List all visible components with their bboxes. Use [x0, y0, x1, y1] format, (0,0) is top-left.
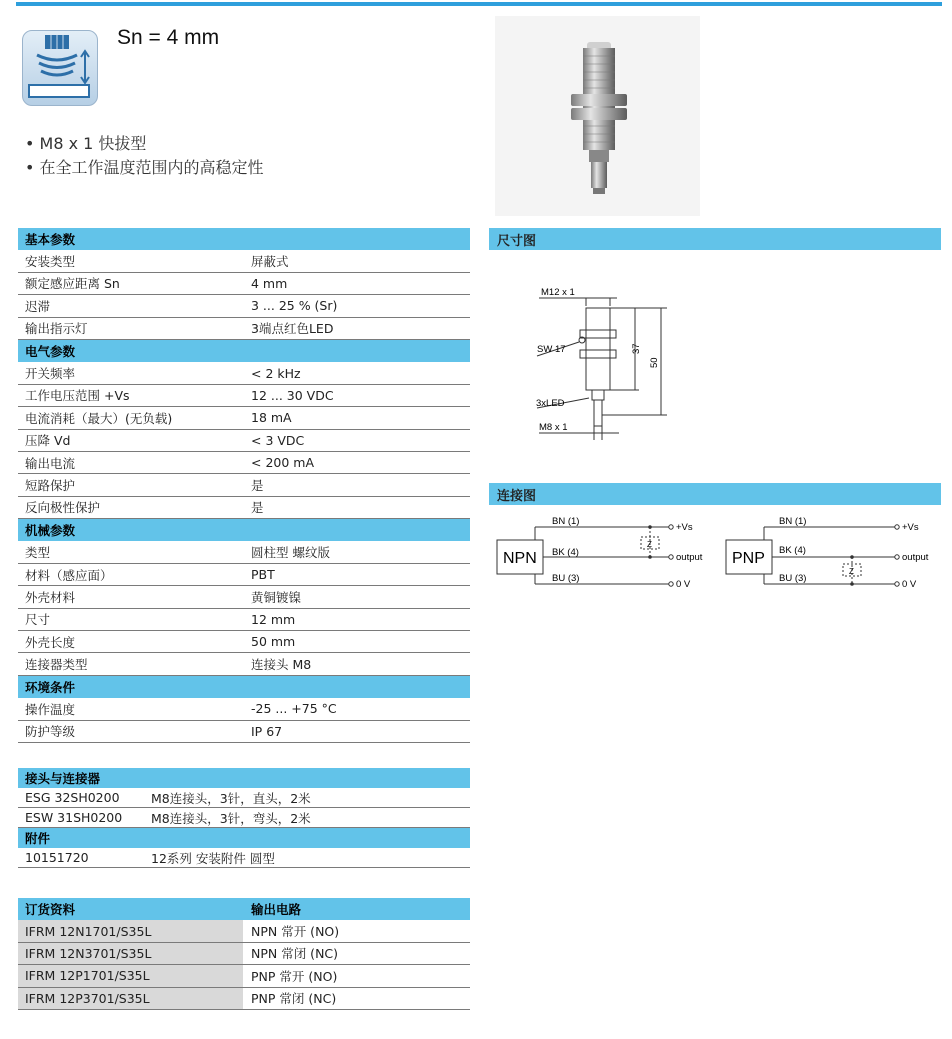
- table-row: [18, 564, 470, 586]
- row-label: 尺寸: [25, 612, 51, 628]
- pnp-0v-label: 0 V: [902, 579, 917, 590]
- table-row: [18, 273, 470, 295]
- section-header: [18, 768, 470, 788]
- pnp-label: PNP: [732, 550, 765, 567]
- table-row: [18, 788, 470, 808]
- row-value: M8连接头，3针，弯头，2米: [151, 810, 311, 826]
- table-row: [18, 497, 470, 519]
- row-value: M8连接头，3针，直头，2米: [151, 790, 311, 806]
- npn-0v-label: 0 V: [676, 579, 691, 590]
- row-label: 安装类型: [25, 254, 76, 270]
- order-table: [18, 898, 470, 1010]
- table-row: [18, 586, 470, 608]
- row-value: IP 67: [251, 723, 283, 739]
- section-title: 基本参数: [25, 232, 76, 248]
- dimension-header: 尺寸图: [489, 228, 941, 250]
- feature-item: • M8 x 1 快拔型: [25, 132, 264, 156]
- table-row: [18, 631, 470, 653]
- table-row: [18, 250, 470, 272]
- row-label: 短路保护: [25, 477, 76, 493]
- proximity-sensor-icon: [22, 30, 98, 106]
- output-circuit: NPN 常开 (NO): [251, 924, 340, 940]
- table-row: [18, 653, 470, 675]
- section-header: [18, 340, 470, 362]
- order-code: IFRM 12N3701/S35L: [18, 943, 243, 964]
- pnp-bk-label: BK (4): [779, 545, 806, 556]
- order-row: [18, 920, 470, 942]
- wiring-header: 连接图: [489, 483, 941, 505]
- row-label: 工作电压范围 +Vs: [25, 388, 130, 404]
- section-title: 环境条件: [25, 680, 76, 695]
- table-row: [18, 452, 470, 474]
- table-row: [18, 430, 470, 452]
- table-row: [18, 318, 470, 340]
- pnp-vs-label: +Vs: [902, 522, 919, 533]
- row-label: 反向极性保护: [25, 500, 101, 516]
- spec-table: [18, 228, 470, 743]
- section-title: 附件: [25, 831, 51, 846]
- pnp-output-label: output: [902, 552, 929, 563]
- npn-load-label: Z: [647, 540, 652, 549]
- pnp-bn-label: BN (1): [779, 516, 807, 527]
- table-row: [18, 721, 470, 743]
- row-label: 外壳长度: [25, 634, 76, 650]
- pnp-bu-label: BU (3): [779, 573, 807, 584]
- table-row: [18, 474, 470, 496]
- row-value: 12 ... 30 VDC: [251, 387, 334, 403]
- row-value: 3 ... 25 % (Sr): [251, 298, 338, 314]
- dim-37-label: 37: [631, 343, 642, 354]
- connector-thread-label: M8 x 1: [539, 422, 568, 433]
- output-circuit: NPN 常闭 (NC): [251, 946, 339, 962]
- table-row: [18, 407, 470, 429]
- order-code: IFRM 12P3701/S35L: [18, 988, 243, 1009]
- npn-label: NPN: [503, 550, 537, 567]
- section-title: 电气参数: [25, 344, 76, 360]
- order-row: [18, 943, 470, 965]
- row-value: 50 mm: [251, 634, 296, 650]
- table-row: [18, 541, 470, 563]
- section-header: [18, 676, 470, 698]
- row-value: 连接头 M8: [251, 657, 312, 673]
- section-header: [18, 519, 470, 541]
- row-label: 连接器类型: [25, 657, 88, 673]
- sensing-distance-title: Sn = 4 mm: [117, 26, 220, 49]
- row-label: 迟滞: [25, 298, 51, 314]
- row-value: -25 ... +75 °C: [251, 701, 337, 717]
- row-value: 黄铜镀镍: [251, 589, 302, 605]
- dim-50-label: 50: [649, 357, 660, 368]
- table-row: [18, 698, 470, 720]
- row-label: 额定感应距离 Sn: [25, 276, 120, 292]
- row-value: < 200 mA: [251, 455, 315, 471]
- led-label: 3xLED: [536, 398, 565, 409]
- row-label: ESG 32SH0200: [25, 790, 120, 805]
- row-label: 开关频率: [25, 366, 76, 382]
- npn-bk-label: BK (4): [552, 547, 579, 558]
- row-value: 12系列 安装附件 圆型: [151, 850, 275, 866]
- row-label: 输出电流: [25, 455, 76, 471]
- row-label: 防护等级: [25, 724, 76, 740]
- row-value: 是: [251, 500, 264, 516]
- row-value: 4 mm: [251, 275, 288, 291]
- table-row: [18, 385, 470, 407]
- npn-bn-label: BN (1): [552, 516, 580, 527]
- order-code: IFRM 12P1701/S35L: [18, 965, 243, 986]
- row-label: 压降 Vd: [25, 433, 71, 449]
- table-row: [18, 848, 470, 868]
- pnp-load-label: Z: [849, 567, 854, 576]
- npn-output-label: output: [676, 552, 703, 563]
- order-table-header: [18, 898, 470, 920]
- row-value: 12 mm: [251, 611, 296, 627]
- row-value: 3端点红色LED: [251, 321, 334, 337]
- row-value: 是: [251, 477, 264, 493]
- order-code: IFRM 12N1701/S35L: [18, 920, 243, 941]
- output-circuit-header: 输出电路: [251, 902, 302, 918]
- row-label: 电流消耗（最大）(无负载): [25, 410, 173, 426]
- row-label: ESW 31SH0200: [25, 810, 123, 825]
- order-row: [18, 965, 470, 987]
- feature-item: • 在全工作温度范围内的高稳定性: [25, 156, 264, 180]
- table-row: [18, 362, 470, 384]
- row-value: < 2 kHz: [251, 365, 301, 381]
- table-row: [18, 295, 470, 317]
- output-circuit: PNP 常开 (NO): [251, 968, 338, 984]
- wiring-diagram: [489, 510, 949, 600]
- section-title: 接头与连接器: [25, 771, 101, 786]
- section-header: [18, 828, 470, 848]
- table-row: [18, 609, 470, 631]
- row-label: 操作温度: [25, 701, 76, 717]
- product-photo: [495, 16, 700, 216]
- row-value: 屏蔽式: [251, 254, 289, 270]
- row-value: < 3 VDC: [251, 432, 305, 448]
- section-header: [18, 228, 470, 250]
- row-label: 材料（感应面）: [25, 567, 113, 583]
- row-label: 外壳材料: [25, 589, 76, 605]
- order-code-header: 订货资料: [25, 902, 76, 918]
- npn-bu-label: BU (3): [552, 573, 580, 584]
- section-title: 机械参数: [25, 523, 76, 539]
- thread-label: M12 x 1: [541, 287, 575, 298]
- row-label: 10151720: [25, 850, 89, 865]
- wrench-size-label: SW 17: [537, 344, 566, 355]
- dimension-drawing: [489, 250, 949, 480]
- row-value: 圆柱型 螺纹版: [251, 545, 330, 561]
- top-accent-bar: [16, 2, 942, 6]
- output-circuit: PNP 常闭 (NC): [251, 991, 337, 1007]
- table-row: [18, 808, 470, 828]
- connectors-table: [18, 768, 470, 868]
- row-value: 18 mA: [251, 410, 292, 426]
- order-row: [18, 988, 470, 1010]
- row-value: PBT: [251, 567, 275, 583]
- row-label: 输出指示灯: [25, 321, 88, 337]
- row-label: 类型: [25, 545, 51, 561]
- feature-list: [25, 132, 264, 180]
- npn-vs-label: +Vs: [676, 522, 693, 533]
